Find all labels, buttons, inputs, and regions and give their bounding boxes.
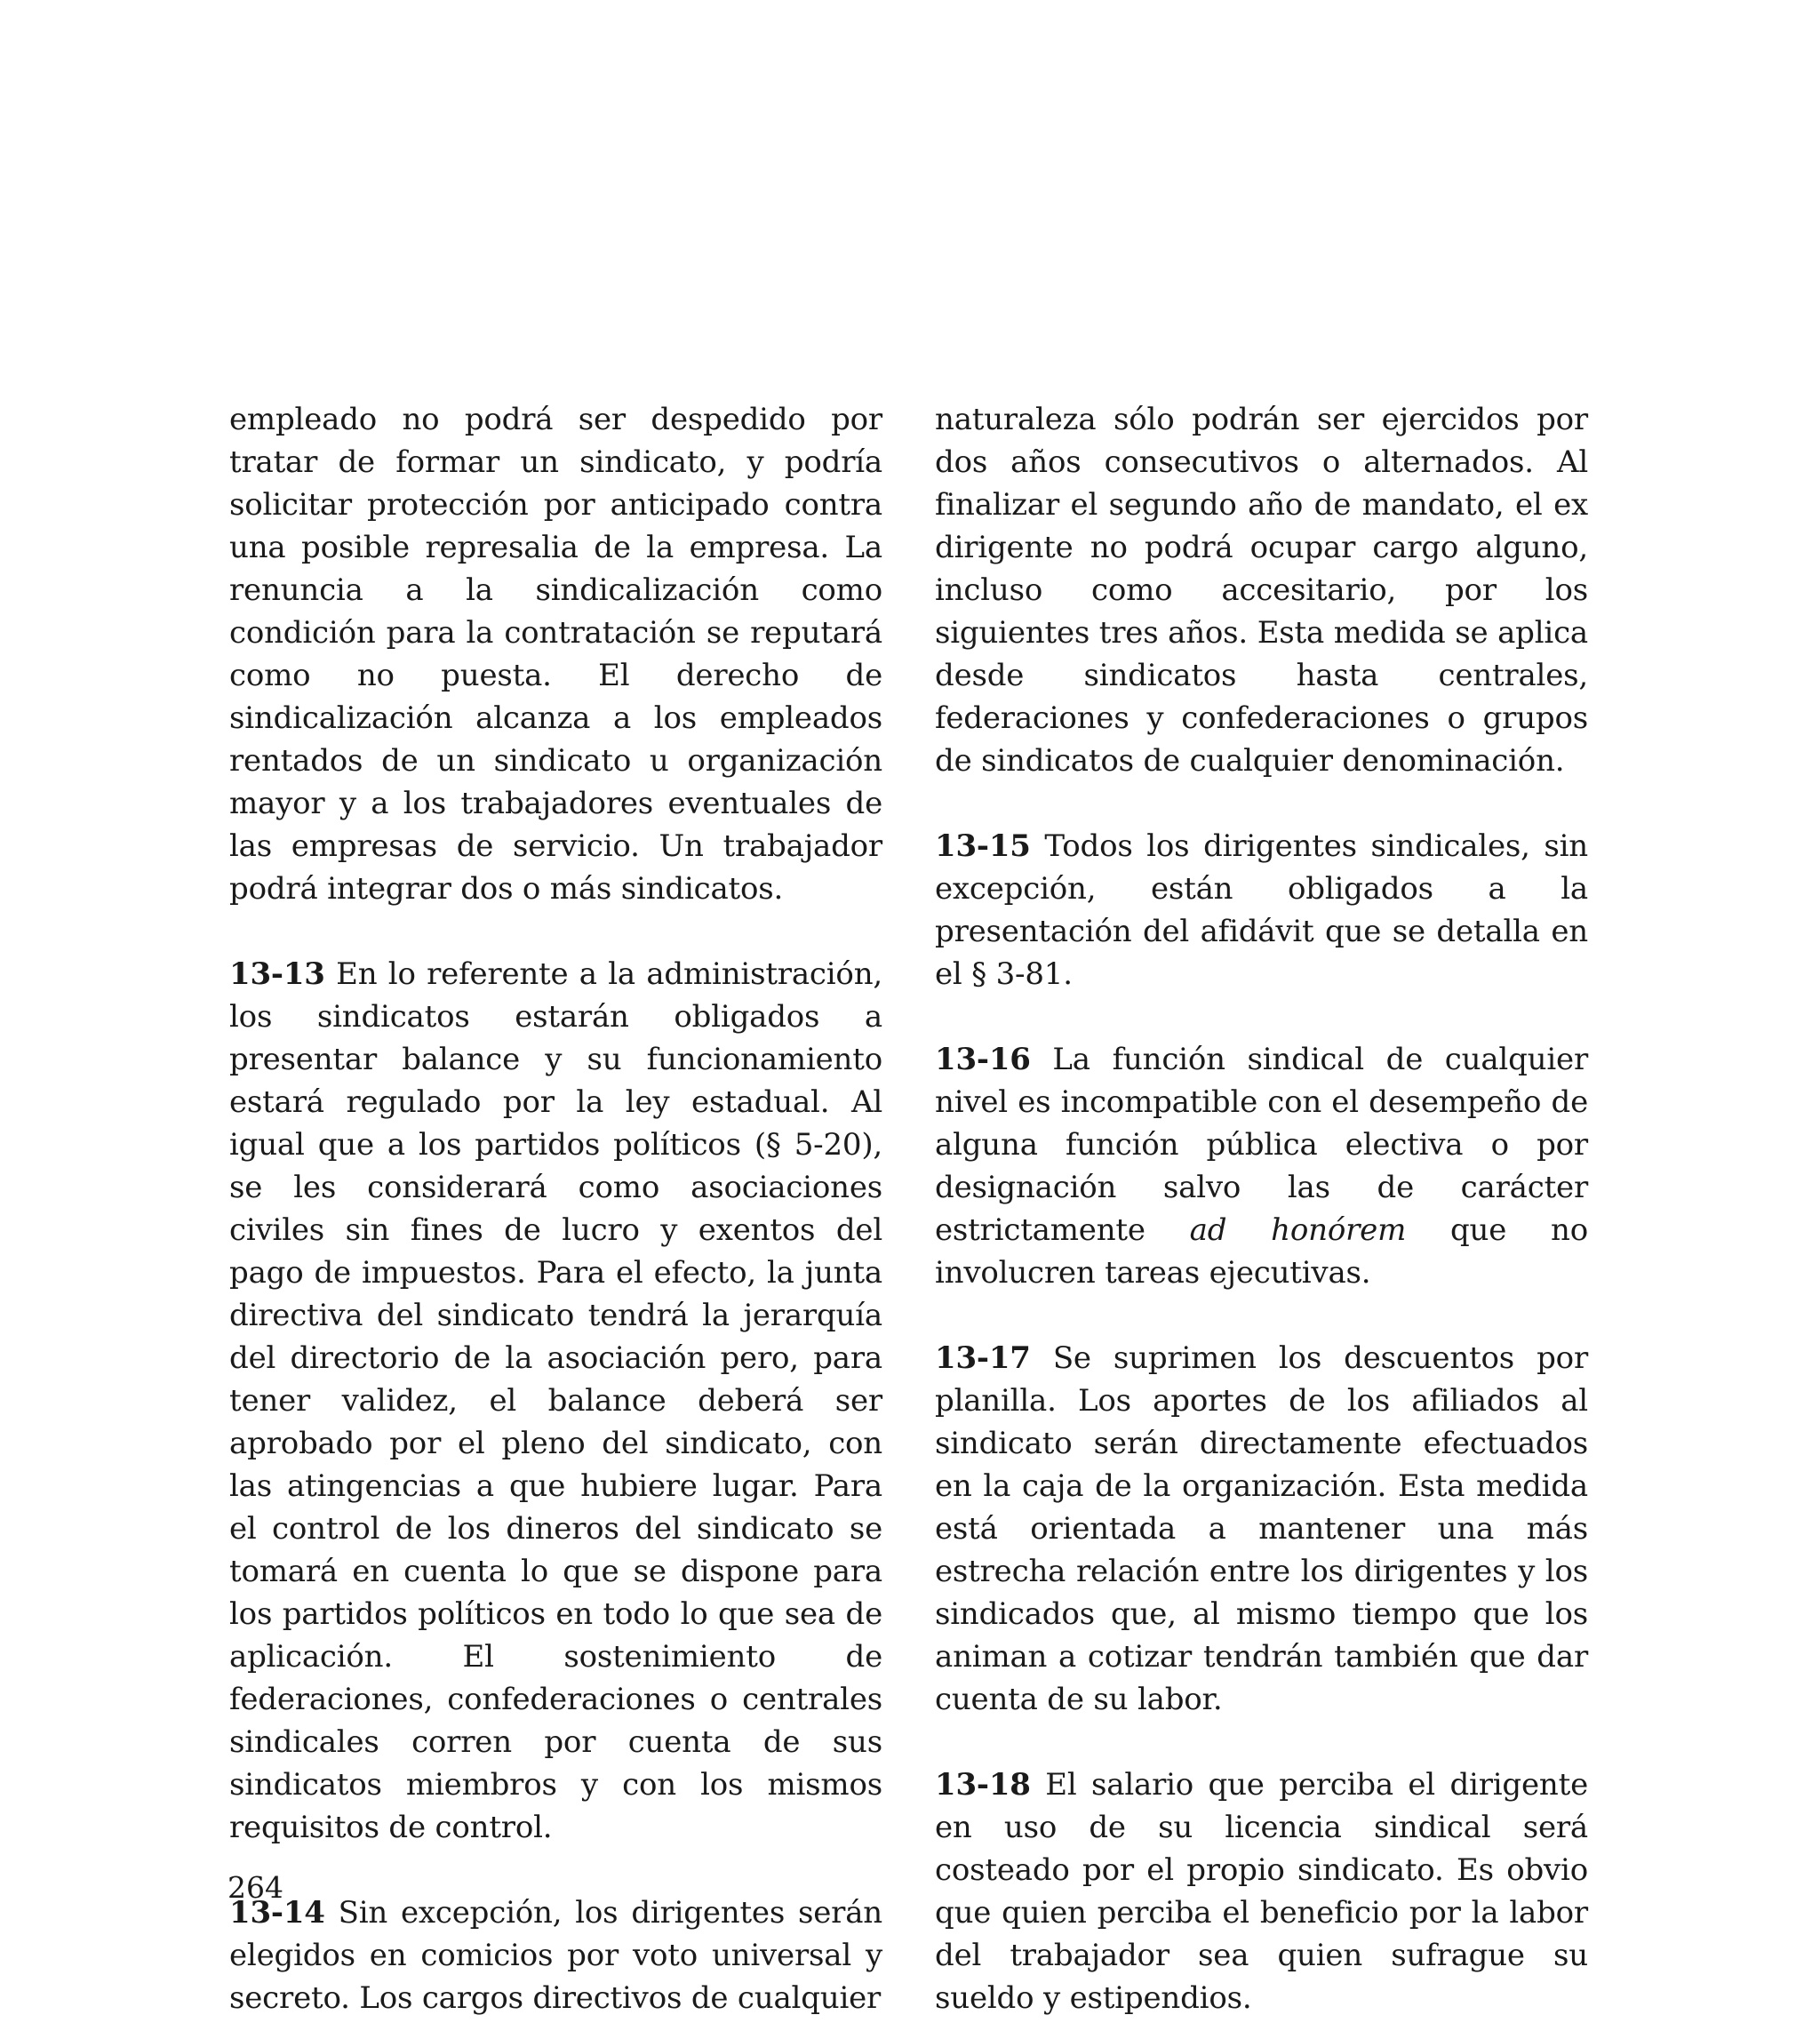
section-number: 13-17 (935, 1340, 1031, 1376)
right-column (935, 398, 1588, 2019)
section-13-17 (935, 1337, 1588, 1721)
section-text: Todos los dirigentes sindicales, sin excepción, están obligados a la presentación del afidávit que se detalla en el § 3-81. (935, 828, 1588, 992)
paragraph-continuation (935, 398, 1588, 782)
italic-term: ad honórem (1189, 1212, 1407, 1248)
section-text: Sin excepción, los dirigentes serán elegidos en comicios por voto universal y secreto. Los cargos directivos de cualquier (229, 1895, 882, 2016)
section-13-15 (935, 825, 1588, 996)
section-text: En lo referente a la administración, los sindicatos estarán obligados a presentar balance y su funcionamiento estará regulado por la ley estadual. Al igual que a los partidos políticos (§ 5-20), se les considerará como asociaciones civiles sin fines de lucro y exentos del pago de impuestos. Para el efecto, la junta directiva del sindicato tendrá la jerarquía del directorio de la asociación pero, para tener validez, el balance deberá ser aprobado por el pleno del sindicato, con las atingencias a que hubiere lugar. Para el control de los dineros del sindicato se tomará en cuenta lo que se dispone para los partidos políticos en todo lo que sea de aplicación. El sostenimiento de federaciones, confederaciones o centrales sindicales corren por cuenta de sus sindicatos miembros y con los mismos requisitos de control. (229, 956, 882, 1845)
page-number: 264 (228, 1870, 283, 1905)
section-13-14 (229, 1891, 882, 2019)
section-text: El salario que perciba el dirigente en uso de su licencia sindical será costeado por el propio sindicato. Es obvio que quien perciba el beneficio por la labor del trabajador sea quien sufrague su sueldo y estipendios. (935, 1767, 1588, 2016)
section-number: 13-15 (935, 828, 1031, 864)
section-number: 13-14 (229, 1895, 325, 1931)
section-13-18 (935, 1763, 1588, 2019)
section-text: que no involucren tareas ejecutivas. (935, 1212, 1588, 1291)
paragraph-text: empleado no podrá ser despedido por tratar de formar un sindicato, y podría solicitar protección por anticipado contra una posible represalia de la empresa. La renuncia a la sindicalización como condición para la contratación se reputará como no puesta. El derecho de sindicalización alcanza a los empleados rentados de un sindicato u organización mayor y a los trabajadores eventuales de las empresas de servicio. Un trabajador podrá integrar dos o más sindicatos. (229, 402, 882, 907)
section-text: La función sindical de cualquier nivel es incompatible con el desempeño de alguna función pública electiva o por designación salvo las de carácter estrictamente (935, 1042, 1588, 1248)
section-13-16 (935, 1038, 1588, 1294)
section-number: 13-16 (935, 1042, 1031, 1077)
section-number: 13-13 (229, 956, 325, 992)
section-number: 13-18 (935, 1767, 1031, 1803)
section-text: Se suprimen los descuentos por planilla. Los aportes de los afiliados al sindicato serán directamente efectuados en la caja de la organización. Esta medida está orientada a mantener una más estrecha relación entre los dirigentes y los sindicados que, al mismo tiempo que los animan a cotizar tendrán también que dar cuenta de su labor. (935, 1340, 1588, 1717)
paragraph-text: naturaleza sólo podrán ser ejercidos por dos años consecutivos o alternados. Al finalizar el segundo año de mandato, el ex dirigente no podrá ocupar cargo alguno, incluso como accesitario, por los siguientes tres años. Esta medida se aplica desde sindicatos hasta centrales, federaciones y confederaciones o grupos de sindicatos de cualquier denominación. (935, 402, 1588, 779)
paragraph-continuation (229, 398, 882, 910)
section-13-13 (229, 953, 882, 1849)
left-column (229, 398, 882, 2019)
